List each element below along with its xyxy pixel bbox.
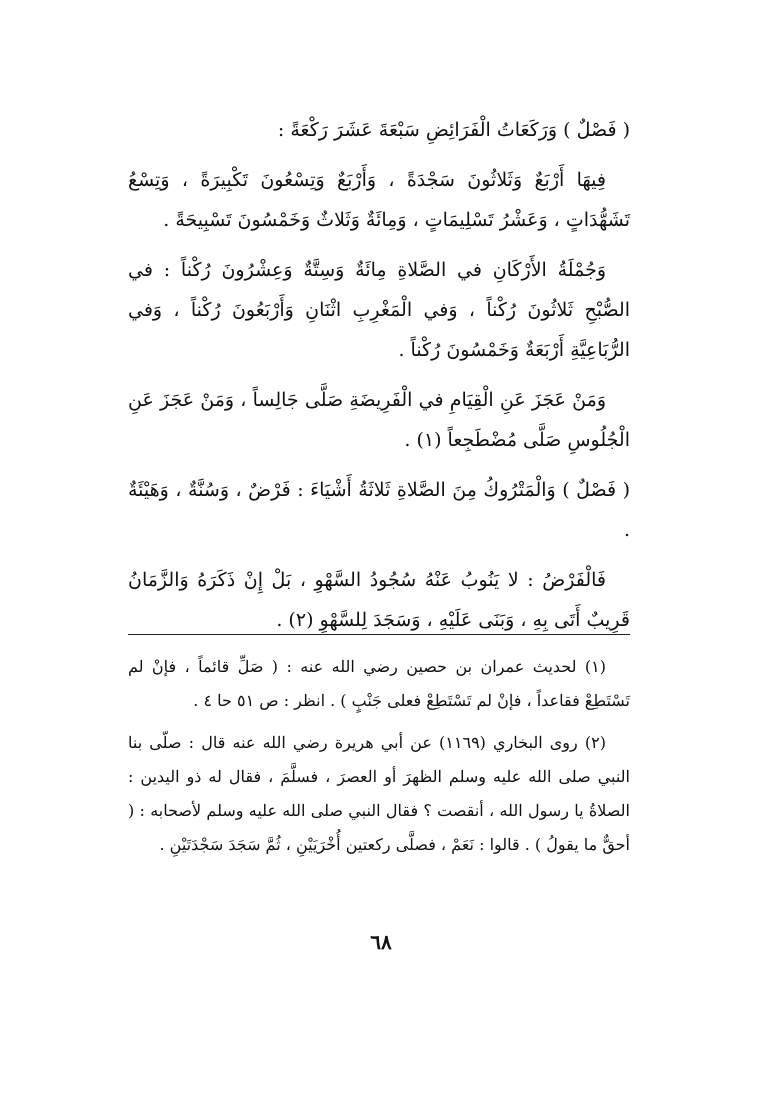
page-number: ٦٨: [370, 930, 392, 954]
footnotes: [128, 650, 630, 870]
paragraph-inability: وَمَنْ عَجَزَ عَنِ الْقِيَامِ في الْفَرِيضَةِ صَلَّى جَالِساً ، وَمَنْ عَجَزَ عَنِ الْجُلُوسِ صَلَّى مُضْطَجِعاً (١) .: [128, 389, 630, 451]
footnote-2: (٢) روى البخاري (١١٦٩) عن أبي هريرة رضي الله عنه قال : صلّى بنا النبي صلى الله عليه وسلم الظهرَ أو العصرَ ، فسلَّمَ ، فقال له ذو اليدين : الصلاةُ يا رسول الله ، أنقصت ؟ فقال النبي صلى الله عليه وسلم لأصحابه : ( أحقٌّ ما يقولُ ) . قالوا : نَعَمْ ، فصلَّى ركعتين أُخْرَيَيْنِ ، ثُمَّ سَجَدَ سَجْدَتَيْنِ .: [128, 733, 631, 854]
section-heading-matruk: ( فَصْلٌ ) وَالْمَتْرُوكُ مِنَ الصَّلاةِ ثَلاثَةُ أَشْيَاءَ : فَرْضٌ ، وَسُنَّةٌ ، وَهَيْئَةٌ .: [128, 479, 630, 541]
main-text: [128, 110, 630, 650]
section-heading-rakaat: ( فَصْلٌ ) وَرَكَعَاتُ الْفَرَائِضِ سَبْعَةَ عَشَرَ رَكْعَةً :: [277, 119, 630, 141]
paragraph-arkan: وَجُمْلَةُ الأَرْكَانِ في الصَّلاةِ مِائَةٌ وَسِتَّةٌ وَعِشْرُونَ رُكْناً : في الصُّبْحِ ثَلاثُونَ رُكْناً ، وَفي الْمَغْرِبِ اثْنَانِ وَأَرْبَعُونَ رُكْناً ، وَفي الرُّبَاعِيَّةِ أَرْبَعَةٌ وَخَمْسُونَ رُكْناً .: [128, 259, 630, 361]
paragraph-fard: فَالْفَرْضُ : لا يَنُوبُ عَنْهُ سُجُودُ السَّهْوِ ، بَلْ إِنْ ذَكَرَهُ وَالزَّمَانُ قَرِيبٌ أَتَى بِهِ ، وَبَنَى عَلَيْهِ ، وَسَجَدَ لِلسَّهْوِ (٢) .: [128, 569, 630, 631]
paragraph-counts: فِيهَا أَرْبَعٌ وَثَلاثُونَ سَجْدَةً ، وَأَرْبَعٌ وَتِسْعُونَ تَكْبِيرَةً ، وَتِسْعُ تَشَهُّدَاتٍ ، وَعَشْرُ تَسْلِيمَاتٍ ، وَمِائَةٌ وَثَلاثٌ وَخَمْسُونَ تَسْبِيحَةً .: [128, 169, 630, 231]
footnote-1: (١) لحديث عمران بن حصين رضي الله عنه : ( صَلِّ قائماً ، فإنْ لم تَسْتَطِعْ فقاعداً ، فإنْ لم تَسْتَطِعْ فعلى جَنْبٍ ) . انظر : ص ٥١ حا ٤ .: [128, 657, 630, 710]
footnote-divider: [128, 634, 630, 635]
